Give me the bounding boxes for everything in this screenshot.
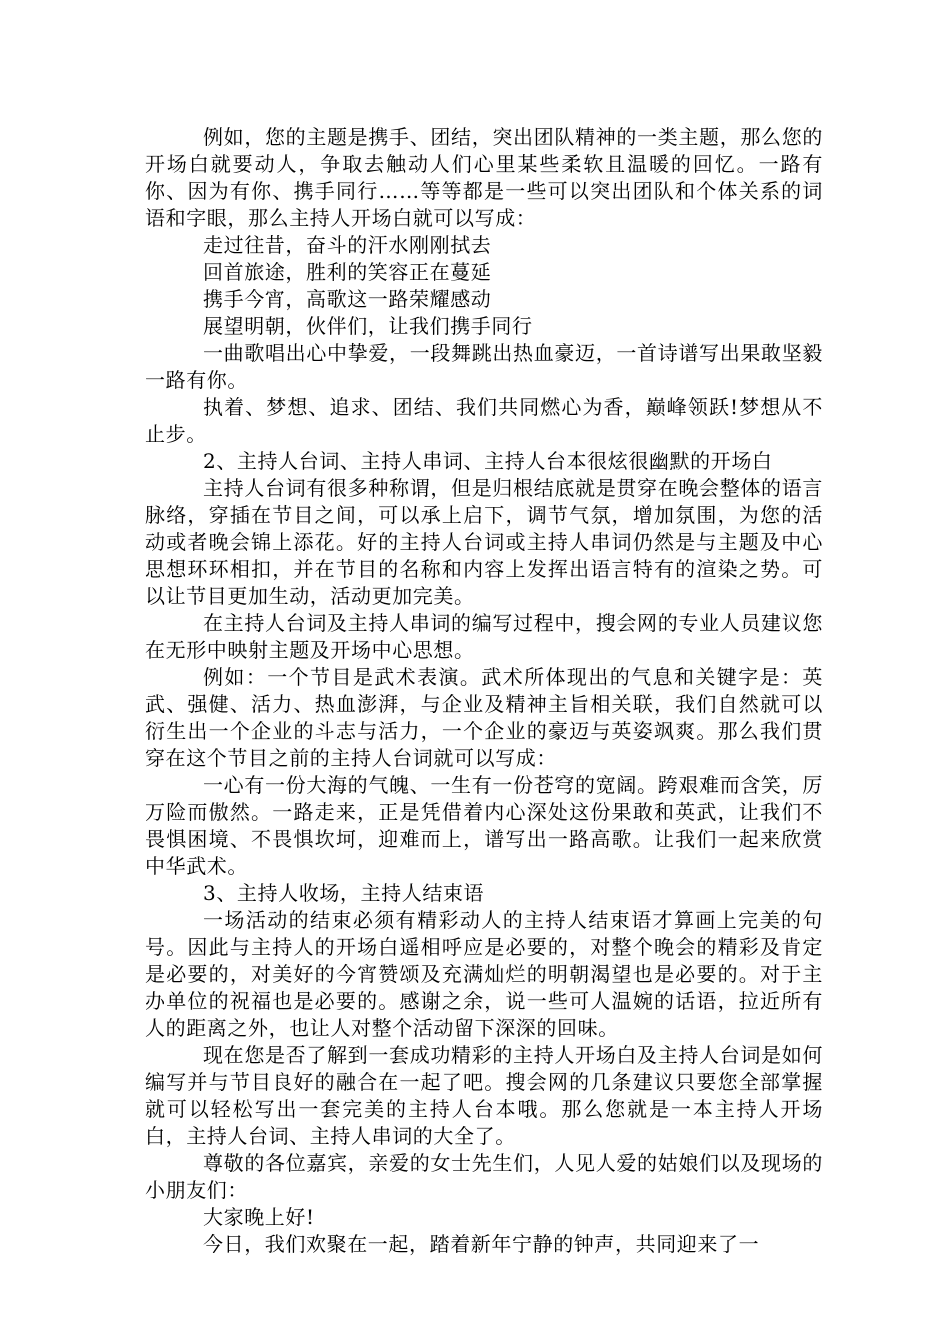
paragraph: 主持人台词有很多种称谓，但是归根结底就是贯穿在晚会整体的语言脉络，穿插在节目之间，可以承上启下，调节气氛，增加氛围，为您的活动或者晚会锦上添花。好的主持人台词或主持人串词仍然是与主题及中心思想环环相扣，并在节目的名称和内容上发挥出语言特有的渲染之势。可以让节目更加生动，活动更加完美。 [145,476,823,608]
poem-line: 走过往昔，奋斗的汗水刚刚拭去 [203,233,492,257]
paragraph: 一场活动的结束必须有精彩动人的主持人结束语才算画上完美的句号。因此与主持人的开场白遥相呼应是必要的，对整个晚会的精彩及肯定是必要的，对美好的今宵赞颂及充满灿烂的明朝渴望也是必要的。对于主办单位的祝福也是必要的。感谢之余，说一些可人温婉的话语，拉近所有人的距离之外，也让人对整个活动留下深深的回味。 [145,908,823,1040]
paragraph: 执着、梦想、追求、团结、我们共同燃心为香，巅峰领跃!梦想从不止步。 [145,395,823,446]
poem-line: 展望明朝，伙伴们，让我们携手同行 [203,314,533,338]
section-heading: 2、主持人台词、主持人串词、主持人台本很炫很幽默的开场白 [203,449,773,473]
paragraph: 例如：一个节目是武术表演。武术所体现出的气息和关键字是：英武、强健、活力、热血澎湃，与企业及精神主旨相关联，我们自然就可以衍生出一个企业的斗志与活力，一个企业的豪迈与英姿飒爽。那么我们贯穿在这个节目之前的主持人台词就可以写成： [145,665,823,770]
section-heading: 3、主持人收场，主持人结束语 [203,881,485,905]
poem-line: 回首旅途，胜利的笑容正在蔓延 [203,260,492,284]
paragraph: 例如，您的主题是携手、团结，突出团队精神的一类主题，那么您的开场白就要动人，争取去触动人们心里某些柔软且温暖的回忆。一路有你、因为有你、携手同行……等等都是一些可以突出团队和个体关系的词语和字眼，那么主持人开场白就可以写成： [145,125,823,230]
paragraph: 现在您是否了解到一套成功精彩的主持人开场白及主持人台词是如何编写并与节目良好的融合在一起了吧。搜会网的几条建议只要您全部掌握就可以轻松写出一套完美的主持人台本哦。那么您就是一本主持人开场白，主持人台词、主持人串词的大全了。 [145,1043,823,1148]
poem-line: 携手今宵，高歌这一路荣耀感动 [203,287,492,311]
paragraph: 大家晚上好! [203,1205,315,1229]
paragraph: 尊敬的各位嘉宾，亲爱的女士先生们，人见人爱的姑娘们以及现场的小朋友们： [145,1151,823,1202]
paragraph: 今日，我们欢聚在一起，踏着新年宁静的钟声，共同迎来了一 [203,1232,760,1256]
paragraph: 在主持人台词及主持人串词的编写过程中，搜会网的专业人员建议您在无形中映射主题及开场中心思想。 [145,611,823,662]
paragraph: 一曲歌唱出心中挚爱，一段舞跳出热血豪迈，一首诗谱写出果敢坚毅一路有你。 [145,341,823,392]
document-body [145,124,823,1258]
paragraph: 一心有一份大海的气魄、一生有一份苍穹的宽阔。跨艰难而含笑，厉万险而傲然。一路走来，正是凭借着内心深处这份果敢和英武，让我们不畏惧困境、不畏惧坎坷，迎难而上，谱写出一路高歌。让我们一起来欣赏中华武术。 [145,773,823,878]
